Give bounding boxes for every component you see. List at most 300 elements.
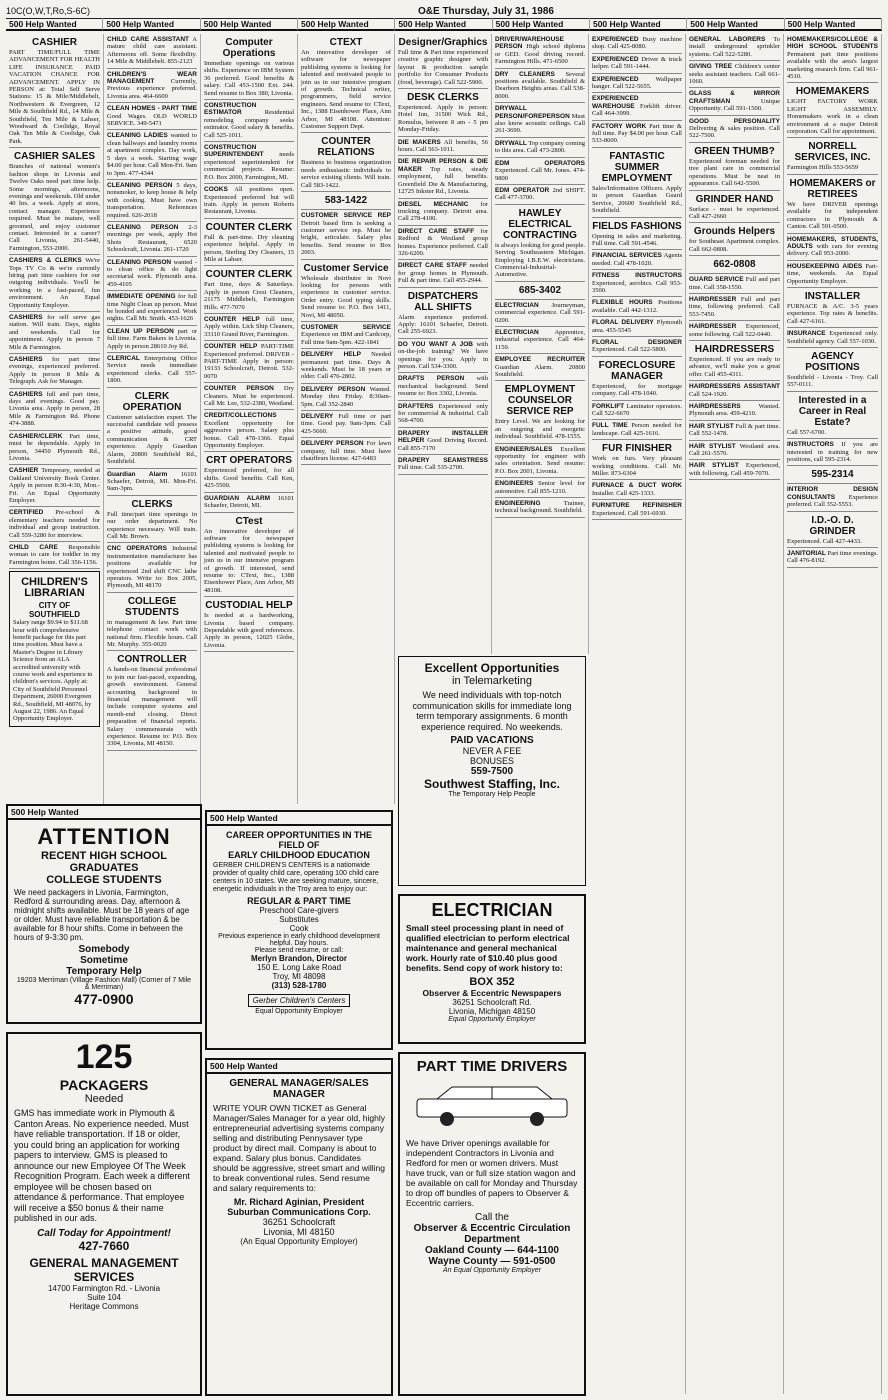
classified-ad: [592, 218, 682, 251]
classified-ad: [301, 322, 391, 349]
classified-ad: [9, 255, 100, 312]
classified-ad-lead: COUNTER CLERK: [205, 221, 293, 233]
classified-ad-lead: FANTASTIC SUMMER EMPLOYMENT: [601, 150, 673, 184]
part-time-drivers-display-ad: [398, 1052, 586, 1396]
classified-ad: [107, 291, 197, 326]
classified-ad-body: Needed permanent part time. Days & weekends. Must be 18 years or older. Call 476-2802.: [301, 351, 391, 381]
classified-ad-body: Farmington Hills 553-5659: [787, 164, 859, 172]
classified-column: [686, 34, 784, 1394]
classified-ad-body: Experienced. Apply in person: Hotel Inn, 31500 Wick Rd., Romulus, between 8 am - 5 pm Monday-Friday.: [398, 104, 488, 134]
classified-ad: [204, 314, 294, 341]
classified-ad-lead: INTERIOR DESIGN CONSULTANTS: [787, 486, 878, 501]
classified-ad-body: wanted - to clean office & do light secretarial work. Plymouth area. 459-4105: [107, 258, 198, 288]
classified-ad-body: Surface - must be experienced. Call 427-2660: [689, 205, 780, 220]
telemarketing-display-ad: [398, 656, 586, 886]
drivers-eoe: An Equal Opportunity Employer: [442, 1267, 542, 1274]
classified-ad-body: Immediate openings on various shifts. Experience on IBM System 36 preferred. Good benefits & salary. Call 453-1500 Ext. 244. Send resume to Box 380, Livonia.: [204, 60, 294, 97]
classified-ad: [301, 133, 391, 192]
classified-ad: [107, 543, 197, 592]
classified-ad-body: Top rates, steady employment, full benefits. Greenfield Die & Manufacturing, 12725 Inkster Rd., Livonia.: [398, 165, 488, 196]
classified-ad-lead: HOUSEKEEPING AIDES: [787, 262, 863, 270]
classified-ad: [495, 300, 585, 327]
classified-ad: [495, 158, 585, 185]
classified-ad-body: Call 524-1920.: [689, 390, 728, 398]
classified-ad-lead: CHILDREN'S WEAR MANAGEMENT: [107, 70, 197, 86]
classified-ad-lead: FIELDS FASHIONS: [592, 220, 682, 232]
classified-ad: [204, 513, 294, 598]
classified-ad-body: Wanted. Monday thru Friday. 8:30am-5pm. Call 352-2840: [301, 385, 392, 408]
classified-ad-body: Full and part time. Call 358-1550.: [689, 276, 781, 291]
classified-ad-body: Experienced preferred, for all shifts. Good benefits. Call Ken, 425-5500.: [204, 467, 294, 490]
classified-ad-lead: EDM OPERATOR: [495, 186, 550, 194]
section-header: 500 Help Wanted: [201, 18, 298, 31]
telemarketing-tag-2: NEVER A FEE: [462, 746, 522, 756]
classified-ad-body: Branches of national women's fashion shops in Livonia and Twelve Oaks need part time help. Some mornings, afternoons, evenings and weekends. Old under 40 hrs. a week. Apply at store, contact manager. Experience required. Must be mature, well groomed, and enjoy customer contact. Interested in a career? Call Livonia, 261-5440, Farmington, 553-2000.: [9, 163, 100, 252]
gm-company: Suburban Communications Corp.: [227, 1207, 371, 1217]
classified-ad: [495, 185, 585, 205]
classified-ad-body: Call 557-6700.: [787, 428, 826, 436]
classified-ad-body: 2nd SHIFT. Call 477-3700.: [495, 186, 585, 202]
classified-ad-lead: GENERAL LABORERS: [689, 36, 766, 43]
classified-ad: [204, 493, 294, 513]
career-position-2: Preschool Care-givers: [259, 906, 339, 915]
classified-ad-body: Detroit based firm is seeking a customer service rep. Must be bright, articulate. Salary plus benefits. Send resume to Box 2003.: [301, 219, 391, 257]
classified-ad-body: needed for group homes in Plymouth. Full & part time. Call 455-2944.: [398, 262, 488, 285]
classified-ad-lead: GUARD SERVICE: [689, 276, 744, 284]
classified-ad: [398, 199, 488, 226]
classified-ad: [204, 410, 294, 452]
classified-ad-lead: HAIR STYLIST: [689, 422, 734, 430]
electrician-title: ELECTRICIAN: [431, 900, 553, 920]
newspaper-page: [6, 4, 882, 1396]
classified-ad-body: Southfield - Livonia - Troy. Call 557-0111.: [787, 373, 878, 389]
classified-ad-lead: HOMEMAKERS: [795, 86, 870, 98]
classified-ad: [9, 312, 100, 354]
classified-ad-body: Pre-school & elementary teachers needed for individual and group instruction. Call 559-3280 for interview.: [9, 509, 100, 539]
classified-ad: [592, 401, 682, 421]
classified-ad-body: Full time or part time. Good pay. 9am-3pm. Call 425-5660.: [301, 413, 391, 435]
classified-ad-lead: COUNTER HELP: [204, 343, 258, 351]
classified-column: [492, 34, 589, 654]
career-city: Troy, MI 48098: [272, 972, 326, 981]
classified-ad-lead: HAWLEY ELECTRICAL CONTRACTING: [503, 207, 577, 241]
classified-ad-body: An innovative developer of software for newspaper publishing systems is looking for talented and motivated people to join us in our intensive program of growth. Technical writer, programmers, field service engineers. Send resume to: CText, Inc., 1388 Eisenhower Place, Ann Arbor, MI 48108. Attention: Customer Support Dept.: [301, 49, 391, 131]
classified-ad-lead: CLERK OPERATION: [122, 390, 182, 413]
classified-ad-lead: FLORAL DELIVERY: [592, 319, 654, 327]
classified-column: [589, 34, 686, 1394]
classified-ad-body: 16101 Schaefer, Detroit, MI.: [204, 494, 294, 510]
classified-ad-lead: DIRECT CARE STAFF: [398, 262, 467, 270]
classified-ad-body: Sales/Information Officers. Apply in person Guardian Guard Service, 20600 Southfield Rd., Southfield.: [592, 184, 682, 215]
classified-ad-body: 16101 Schaefer, Detroit, MI. Mon-Fri. 9am-3pm.: [107, 470, 197, 493]
classified-ad-body: Industrial instrumentation manufacturer has positions available for experienced 2nd shift CNC lathe operators. Write to: Box 2005, Plymouth, MI 48170: [107, 545, 197, 590]
classified-ad: [689, 191, 780, 224]
classified-ad: [689, 421, 780, 441]
classified-ad-body: Alarm experience preferred. Apply: 16101 Schaefer, Detroit. Call 255-6923.: [398, 313, 488, 336]
classified-ad-body: Permanent part time positions available with the area's largest marketing research firm. Call 961-4510.: [787, 50, 878, 81]
classified-ad-lead: CLEANING PERSON: [107, 181, 173, 189]
classified-ad-lead: HOMEMAKERS/COLLEGE & HIGH SCHOOL STUDENTS: [787, 36, 878, 51]
classified-ad: [301, 260, 391, 322]
classified-ad-body: Experienced. Call 522-5800.: [592, 346, 667, 354]
gm-eoe: (An Equal Opportunity Employer): [240, 1237, 358, 1246]
section-header: 500 Help Wanted: [590, 18, 687, 31]
classified-ad: [301, 34, 391, 133]
classified-ad-lead: HAIRDRESSERS: [694, 343, 775, 355]
classified-ad-body: Full time/part time openings in our order department. No experience necessary. Will train. Call Mr. Brown.: [107, 510, 197, 540]
classified-ad-lead: EMPLOYMENT COUNSELOR SERVICE REP: [504, 384, 576, 418]
classified-ad: [301, 438, 391, 465]
classified-ad-lead: FULL TIME: [592, 422, 628, 430]
classified-ad: [787, 512, 878, 548]
classified-ad-lead: COUNTER CLERK: [205, 269, 293, 281]
classified-ad-lead: HAIRDRESSER: [689, 323, 737, 331]
classified-ad: [689, 116, 780, 143]
classified-ad-lead: Interested in a Career in Real Estate?: [798, 394, 867, 428]
classified-ad-lead: DELIVERY: [301, 413, 334, 421]
classified-ad: [107, 69, 197, 104]
section-header: 500 Help Wanted: [785, 18, 882, 31]
classified-ad-lead: DRY CLEANERS: [495, 70, 555, 78]
classified-ad-lead: EDM OPERATORS: [495, 159, 585, 167]
classified-ad-lead: 583-1422: [324, 195, 368, 207]
classified-ad: [787, 234, 878, 261]
classified-ad-lead: AGENCY POSITIONS: [805, 350, 860, 373]
classified-ad-body: for Southeast Apartment complex. Call 662-0808.: [689, 238, 780, 253]
gm-body: WRITE YOUR OWN TICKET as General Manager/Sales Manager for a year old, highly entrepreneurial advertising systems company selling and distributing Pennysaver type product by direct mail. Company is about to expand. Salary plus bonus. Candidates should be aggressive, street smart and willing to break conventional rules. Send resume and salary requirements to:: [213, 1103, 385, 1193]
classified-ad-lead: CASHIERS: [9, 390, 43, 398]
ad-header: 500 Help Wanted: [8, 806, 200, 820]
classified-ad-lead: DRAFTS PERSON: [398, 375, 465, 383]
classified-ad: [787, 138, 878, 174]
classified-ad: [398, 137, 488, 157]
classified-ad: [592, 297, 682, 317]
career-position-4: Cook: [289, 924, 309, 933]
career-display-ad: [205, 810, 393, 1050]
classified-ad-body: Excellent opportunity for engineer with sales orientation. Send resume: P.O. Box 2001, Livonia.: [495, 445, 585, 475]
classified-ad: [301, 210, 391, 259]
classified-ad-lead: FURNITURE REFINISHER: [592, 502, 682, 510]
classified-ad: [398, 401, 488, 428]
classified-ad-lead: CERTIFIED: [9, 509, 44, 517]
classified-ad-body: Unique Opportunity. Call 591-1500.: [689, 97, 780, 113]
classified-ad: [107, 469, 197, 496]
classified-ad-body: Experienced, some following. Call 522-0440.: [689, 323, 780, 338]
classified-ad-lead: CLEANING LADIES: [107, 132, 168, 140]
packagers-address-3: Heritage Commons: [69, 1301, 139, 1311]
classified-ad-lead: CLERKS: [131, 498, 173, 510]
classified-ad-lead: Designer/Graphics: [398, 37, 488, 48]
boxed-classified-ad: [9, 571, 100, 727]
classified-ad: [204, 597, 294, 652]
classified-ad-lead: CONSTRUCTION SUPERINTENDENT: [204, 144, 264, 159]
classified-ad-lead: DISPATCHERS ALL SHIFTS: [407, 290, 479, 313]
electrician-city: Livonia, Michigan 48150: [448, 1007, 536, 1016]
classified-ad-body: Forklift driver. Call 464-3999.: [592, 102, 682, 118]
classified-ad-lead: FORKLIFT: [592, 402, 625, 410]
classified-ad: [204, 219, 294, 267]
classified-ad-lead: CLERICAL: [107, 355, 140, 363]
classified-ad-body: Trainee, technical background. Southfield.: [495, 500, 585, 515]
section-header-row: [6, 18, 882, 31]
classified-ad-body: High school diploma or GED. Good driving record. Farmington Hills. 471-6500: [495, 43, 585, 66]
classified-ad-lead: DELIVERY PERSON: [301, 385, 366, 393]
classified-ad: [592, 54, 682, 74]
classified-ad-lead: CASHIER: [9, 467, 39, 475]
drivers-county-2: Wayne County — 591-0500: [428, 1256, 556, 1267]
classified-ad: [689, 256, 780, 274]
classified-ad-body: FURNACE & A/C. 3-5 years experience. Top rates & benefits. Call 427-6161.: [787, 302, 878, 325]
classified-ad: [107, 496, 197, 544]
classified-ad-body: Westland area. Call 261-5570.: [689, 442, 780, 458]
classified-ad-lead: Guardian Alarm: [107, 470, 168, 478]
classified-ad-lead: DIRECT CARE STAFF: [398, 227, 475, 235]
classified-ad: [592, 440, 682, 480]
telemarketing-tag-3: BONUSES: [469, 756, 514, 766]
classified-ad-lead: INSURANCE: [787, 330, 826, 338]
classified-ad: [107, 130, 197, 179]
career-title-1: CAREER OPPORTUNITIES IN THE FIELD OF: [225, 830, 372, 850]
classified-ad-lead: ELECTRICIAN: [495, 301, 539, 309]
classified-ad-body: Customer satisfaction expert. The successful candidate will possess a positive attitude, good communication & CRT experience. Apply Guardian Alarm, 20800 Southfield Rd., Southfield.: [107, 413, 197, 466]
classified-ad-lead: GLASS & MIRROR CRAFTSMAN: [689, 90, 780, 105]
packagers-company: GENERAL MANAGEMENT SERVICES: [29, 1255, 179, 1284]
classified-ad: [592, 148, 682, 218]
classified-ad: [592, 250, 682, 270]
classified-ad: [592, 337, 682, 357]
classified-ad-body: Good Driving Record. Call 855-7170: [398, 437, 488, 452]
classified-ad: [495, 103, 585, 138]
classified-ad-body: Experienced. If you are ready to advance, we'll make you a great offer. Call 455-4311.: [689, 355, 780, 378]
classified-ad-lead: CHILD CARE: [9, 543, 58, 551]
attention-company: Temporary Help: [66, 966, 142, 977]
classified-ad: [204, 100, 294, 142]
classified-ad: [787, 83, 878, 138]
classified-ad-lead: DELIVERY PERSON: [301, 440, 364, 448]
classified-ad-body: Full & part-time. Dry cleaning experience helpful. Apply in person, Sterling Dry Cleaners, 15 Mile at Lahser.: [204, 233, 294, 263]
packagers-display-ad: [6, 1032, 202, 1396]
career-address: 150 E. Long Lake Road: [256, 963, 342, 972]
classified-ad: [689, 143, 780, 191]
classified-ad-lead: COUNTER PERSON: [204, 385, 274, 393]
classified-ad: [398, 339, 488, 374]
classified-ad-lead: EXPERIENCED WAREHOUSE: [592, 95, 639, 110]
boxed-ad-subtitle: CITY OF SOUTHFIELD: [28, 601, 81, 620]
classified-ad: [787, 348, 878, 392]
classified-ad: [689, 321, 780, 341]
classified-ad: [204, 184, 294, 219]
classified-ad-body: Enterprising Office Service needs immediate experienced clerks. Call 557-1800.: [107, 355, 197, 385]
classified-ad-lead: CONSTRUCTION ESTIMATOR: [204, 102, 257, 117]
classified-ad-body: Part-time, weekends. An Equal Opportunity Employer.: [787, 262, 878, 285]
classified-ad-lead: EMPLOYEE RECRUITER: [495, 356, 585, 364]
classified-ad-body: Temporary, needed at Oakland University Book Center. Apply in person 8:30-4:30, Mon.-Fri. An Equal Opportunity Employer.: [9, 467, 100, 504]
classified-column: [201, 34, 298, 804]
telemarketing-company: Southwest Staffing, Inc.: [423, 777, 560, 791]
classified-ad-body: Guardian Alarm. 20800 Southfield.: [495, 363, 585, 378]
classified-ad-body: Experienced. Call Mr. Jones. 474-9800: [495, 167, 585, 182]
classified-ad-lead: ENGINEERING: [495, 500, 541, 508]
folio-center: O&E Thursday, July 31, 1986: [418, 5, 554, 17]
classified-ad-body: Good Wages. OLD WORLD SERVICE. 349-5471: [107, 112, 197, 128]
classified-ad: [495, 34, 585, 69]
classified-ad: [107, 651, 197, 750]
classified-ad-lead: COUNTER HELP: [204, 315, 260, 323]
classified-ad-body: 2-3 mornings per week, apply Hot Shots Restaurant, 6520 Schoolcraft, Livonia. 261-1720: [107, 223, 197, 254]
classified-ad-lead: ENGINEERS: [495, 480, 534, 488]
classified-ad-body: An innovative developer of software for newspaper publishing systems is looking for talented and motivated people to join us in our intensive program of growth. If interested, send resume to: CText, Inc., 1388 Eisenhower Place, Ann Arbor, MI 48108.: [204, 527, 294, 594]
classified-ad-lead: DRAPERY SEAMSTRESS: [398, 457, 488, 465]
classified-column: [6, 34, 104, 804]
packagers-title: PACKAGERS: [59, 1077, 149, 1093]
classified-ad-body: Installer. Call 425-1333.: [592, 489, 656, 497]
career-note: Previous experience in early childhood development helpful. Day hours.: [218, 933, 380, 947]
classified-ad-body: Experience preferred. Call 352-5553.: [787, 493, 878, 509]
classified-ad-lead: Computer Operations: [222, 37, 276, 59]
classified-ad-body: A hands-on financial professional to join our fast-paced, expanding, growth environment. General accounting background in financial management will include computer systems and month-end closing. Direct preparation of financial reports. Salary commensurate with experience. Resume to: P.O. Box 3304, Livonia, MI 48150.: [107, 666, 197, 748]
classified-ad-lead: NORRELL SERVICES, INC.: [794, 141, 871, 164]
classified-ad-body: PART-TIME Experienced preferred. DRIVER - PART-TIME Apply in person: 19133 Schoolcraft, Detroit. 532-0070: [204, 343, 294, 380]
telemarketing-subtitle: in Telemarketing: [452, 675, 532, 687]
classified-ad-lead: FURNACE & DUCT WORK: [592, 482, 682, 490]
classified-ad-body: Part time, must be dependable. Apply in person, 34450 Plymouth Rd., Livonia.: [9, 432, 100, 462]
classified-ad-lead: HOMEMAKERS, STUDENTS, ADULTS: [787, 235, 878, 250]
classified-ad: [301, 192, 391, 210]
classified-ad: [592, 500, 682, 520]
classified-ad-body: Wanted. Plymouth area. 459-4210.: [689, 403, 780, 418]
classified-ad-lead: ELECTRICIAN: [495, 328, 539, 336]
classified-ad: [107, 326, 197, 353]
classified-ad-lead: DRAPERY INSTALLER HELPER: [398, 429, 488, 445]
classified-column: [298, 34, 395, 804]
attention-body: We need packagers in Livonia, Farmington, Redford & surrounding areas. Day, afternoon & midnight shifts available. Must be 18 years of age or older. Must have reliable transportation & be available for 8 hour shifts. Come in between the hours of 9-3:30 pm.: [14, 888, 190, 942]
classified-ad-body: with cars for evening delivery. Call 953-2000.: [787, 242, 878, 258]
attention-phone: 477-0900: [74, 991, 134, 1007]
classified-ad-body: Full and part time, following preferred. Call 553-7450.: [689, 295, 780, 318]
classified-ad-body: Several positions available. Southfield & Dearborn Heights areas. Call 538-8000.: [495, 70, 585, 100]
classified-ad: [787, 439, 878, 466]
drivers-title: PART TIME DRIVERS: [416, 1058, 568, 1075]
career-contact: Please send resume, or call:: [254, 947, 344, 954]
classified-ad: [787, 328, 878, 348]
classified-ad-body: All positions open. Experienced preferred but will train. Apply in person Roberts Restaurant, Livonia.: [204, 186, 294, 216]
classified-ad: [689, 274, 780, 294]
gm-name: Mr. Richard Aginian, President: [233, 1197, 365, 1207]
classified-ad: [495, 381, 585, 443]
classified-ad-lead: EXPERIENCED: [592, 55, 639, 63]
ad-header: 500 Help Wanted: [207, 812, 391, 826]
gm-title: GENERAL MANAGER/SALES MANAGER: [229, 1078, 369, 1100]
classified-ad: [398, 89, 488, 137]
classified-ad-body: All benefits, 56 hours. Call 563-1011.: [398, 138, 488, 154]
classified-ad-body: for full time Night Clean up person. Must be bonded and experienced. Work nights. Call Mr. Smith. 453-1626: [107, 293, 197, 323]
packagers-phone: 427-7660: [78, 1238, 130, 1253]
classified-ad-body: 5 days, nonsmoker, to keep house & help with cooking. Must have own transportation. References required. 626-2018: [107, 181, 197, 219]
classified-ad: [495, 205, 585, 282]
classified-ad-lead: Customer Service: [303, 262, 389, 274]
classified-ad: [398, 260, 488, 287]
telemarketing-phone: 559-7500: [470, 766, 514, 777]
classified-ad: [689, 294, 780, 321]
classified-ad: [689, 61, 780, 88]
classified-ad: [495, 478, 585, 498]
classified-ad-body: To install underground sprinkler systems. Call 522-5280.: [689, 36, 780, 58]
classified-ad: [689, 341, 780, 381]
classified-ad: [107, 222, 197, 257]
classified-ad-lead: 662-0808: [713, 259, 756, 271]
classified-ad-body: Part time evenings. Call 476-8192.: [787, 550, 878, 565]
packagers-call: Call Today for Appointment!: [37, 1227, 171, 1239]
classified-ad-lead: DIE MAKERS: [398, 138, 441, 146]
classified-ad: [107, 34, 197, 69]
electrician-company: Observer & Eccentric Newspapers: [422, 988, 562, 998]
section-header: 500 Help Wanted: [103, 18, 200, 31]
classified-ad-lead: FACTORY WORK: [592, 122, 647, 130]
attention-title: ATTENTION: [37, 824, 171, 849]
classified-ad-lead: DELIVERY HELP: [301, 351, 361, 359]
folio-left: 10C(O,W,T,Ro,S-6C): [6, 6, 91, 16]
classified-ad: [689, 460, 780, 480]
section-header: 500 Help Wanted: [6, 18, 103, 31]
classified-ad-lead: DIE REPAIR PERSON & DIE MAKER: [398, 158, 488, 173]
classified-ad-lead: EXPERIENCED: [592, 36, 639, 43]
classified-ad-body: Experienced only. Southfield agency. Call 557-1030.: [787, 330, 878, 345]
classified-ad-body: Full time & Part time experienced creative graphic designer with layout & production sample portfolio for Consumer Products (food, beverage). Call 522-5900.: [398, 49, 488, 86]
classified-ad-lead: CRT OPERATORS: [206, 455, 292, 467]
classified-ad-lead: CASHIER SALES: [13, 151, 96, 163]
classified-ad-lead: IMMEDIATE OPENING: [107, 293, 176, 301]
classified-ad: [204, 34, 294, 100]
classified-ad-lead: FITNESS INSTRUCTORS: [592, 272, 682, 280]
classified-ad-body: full time, Apply within. Lick Ship Cleaners, 33110 Grand River, Farmington.: [204, 315, 294, 338]
attention-subtitle-2: COLLEGE STUDENTS: [46, 874, 162, 886]
classified-ad: [398, 226, 488, 261]
classified-ad: [301, 349, 391, 384]
classified-ad-lead: CUSTOMER SERVICE: [301, 323, 391, 331]
classified-ad-lead: COLLEGE STUDENTS: [125, 595, 179, 618]
classified-ad-lead: CHILD CARE ASSISTANT: [107, 36, 190, 43]
classified-ad: [495, 138, 585, 158]
classified-ad-body: with on-the-job training? We have openings for you. Apply in person. Call 534-3300.: [398, 340, 488, 370]
classified-ad: [107, 180, 197, 222]
classified-ad-body: Part time, days & Saturdays. Apply in person Crest Cleaners, 21175 Middlebelt, Farmington Hills. 477-7070: [204, 281, 294, 311]
classified-ad: [495, 282, 585, 300]
classified-ad: [787, 392, 878, 439]
career-position-3: Substitutes: [279, 915, 319, 924]
packagers-address-1: 14700 Farmington Rd. - Livonia: [47, 1283, 161, 1293]
classified-column: [395, 34, 492, 654]
classified-ad: [495, 69, 585, 104]
classified-ad-body: Plymouth area. 455-5545: [592, 319, 682, 334]
station-wagon-illustration: [407, 1079, 577, 1129]
classified-ad: [9, 465, 100, 507]
classified-ad-body: Currently, Previous experience preferred. Livonia area. 464-6600: [107, 78, 197, 100]
classified-ad: [787, 484, 878, 511]
classified-ad-body: A mature child care assistant. Afternoons off. Some flexibility. 14 Mile & Middlebelt. 855-2123: [107, 36, 198, 66]
classified-ad-body: PART TIME/FULL TIME ADVANCEMENT FOR HEALTH LIFE INSURANCE PAID VACATION CHANCE FOR ADVANCEMENT. APPLY IN PERSON at: Total Self Serve Stations: 15 & Mile/Middlebelt, Northwestern & Evergreen, 12 Mile & Southfield Rd., 14 Mile & Southfield, Ten Mile & Lahser, Woodward & Coolidge, Royal Oak Ten Mile & Coolidge, Oak Park.: [9, 49, 100, 145]
section-header: 500 Help Wanted: [687, 18, 784, 31]
classified-ad-body: For lawn company, full time. Must have chauffeurs license. 427-6483: [301, 440, 392, 463]
classified-ad-body: Residential remodeling company seeks estimator. Good salary & benefits. Call 525-1011.: [204, 109, 294, 139]
section-header: 500 Help Wanted: [298, 18, 395, 31]
classified-ad-lead: I.D.-O. D. GRINDER: [809, 514, 856, 537]
classified-ad-lead: CONTROLLER: [117, 654, 187, 666]
classified-ad: [398, 34, 488, 89]
classified-ad-lead: HAIRDRESSERS ASSISTANT: [689, 383, 780, 391]
classified-ad-body: Opening in sales and marketing. Full time. Call 591-4546.: [592, 232, 682, 247]
classified-ad: [787, 175, 878, 234]
classified-ad: [495, 498, 585, 518]
